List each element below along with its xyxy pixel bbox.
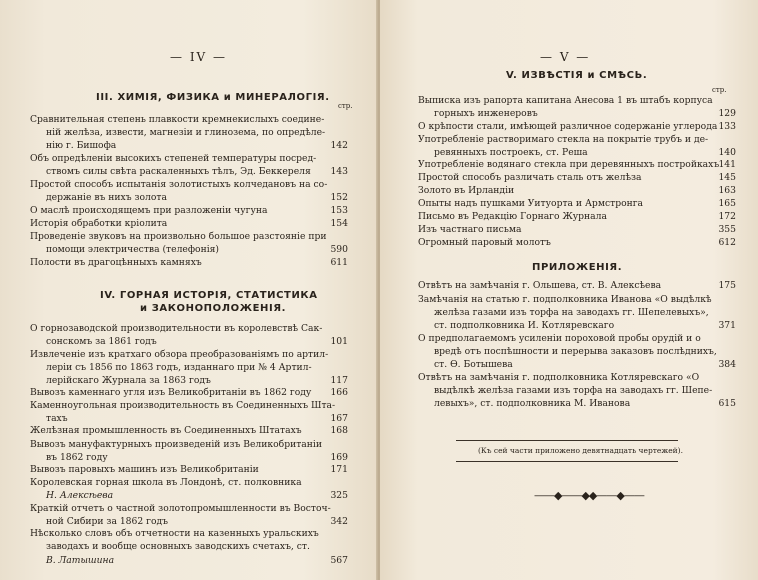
toc-entry xyxy=(418,293,736,332)
toc-entry-line: вредѣ отъ поспѣшности и перерыва заказовъ послѣднихъ, xyxy=(434,345,717,357)
toc-page-number: 152 xyxy=(330,191,348,203)
toc-entry-line: Выписка изъ рапорта капитана Анесова 1 въ штабъ корпуса xyxy=(418,95,713,106)
toc-page-number: 175 xyxy=(718,280,736,291)
toc-entry-line: Изъ частнаго письма xyxy=(418,224,522,236)
toc-page-number: 325 xyxy=(330,490,348,502)
toc-entry xyxy=(30,438,348,464)
toc-entry xyxy=(418,236,736,249)
toc-entry xyxy=(30,217,348,230)
toc-entry xyxy=(418,120,736,133)
toc-entry-line: Полости въ драгоцѣнныхъ камняхъ xyxy=(30,257,202,269)
toc-entry-line: выдѣлкѣ желѣза газами изъ торфа на заводахъ гг. Шепе- xyxy=(434,385,713,397)
toc-entry xyxy=(418,133,736,159)
toc-entry xyxy=(30,322,348,348)
toc-entry-line: ст. подполковника И. Котляревскаго xyxy=(434,319,615,331)
toc-entry xyxy=(418,332,736,371)
toc-entry-line: ревянныхъ построекъ, ст. Реша xyxy=(434,146,588,158)
toc-entry-line: Простой способъ различать сталь отъ желѣза xyxy=(418,172,642,184)
section-title-news: V. ИЗВѢСТІЯ и СМѢСЬ. xyxy=(506,70,648,81)
toc-page-number: 129 xyxy=(718,108,736,120)
toc-entry-line: О маслѣ происходящемъ при разложеніи чугуна xyxy=(30,204,268,216)
toc-page-number: 384 xyxy=(718,358,736,370)
toc-entry-line: Опыты надъ пушками Уитуорта и Армстронга xyxy=(418,198,644,210)
toc-entry-line: Огромный паровый молотъ xyxy=(418,237,551,249)
section-title-history-line1: IV. ГОРНАЯ ИСТОРІЯ, СТАТИСТИКА xyxy=(100,290,318,301)
toc-entry-line: ной Сибири за 1862 годъ xyxy=(46,515,168,527)
toc-page-number: 611 xyxy=(330,257,348,269)
toc-entry-line: ній желѣза, извести, магнезіи и глинозема, по опредѣле- xyxy=(46,127,326,139)
toc-entry-line: ствомъ силы свѣта раскаленныхъ тѣлъ, Эд. Беккереля xyxy=(46,165,311,177)
page-column-label-right: стр. xyxy=(712,86,727,94)
toc-entry-line: Н. Алексѣева xyxy=(46,490,114,502)
toc-entry xyxy=(30,113,348,152)
toc-entry-line: О горнозаводской производительности въ королевствѣ Сак- xyxy=(30,323,323,334)
toc-entry-line: Сравнительная степень плавкости кремнекислыхъ соедине- xyxy=(30,114,325,125)
toc-entry xyxy=(30,424,348,437)
toc-entry-line: въ 1862 году xyxy=(46,451,108,463)
toc-entry xyxy=(418,371,736,410)
toc-page-number: 615 xyxy=(718,398,736,410)
drawings-note: (Къ сей части приложено девятнадцать чертежей). xyxy=(478,446,683,455)
toc-entry-line: горныхъ инженеровъ xyxy=(434,108,538,120)
toc-page-number: 101 xyxy=(330,336,348,348)
toc-entry-line: Замѣчанія на статью г. подполковника Иванова «О выдѣлкѣ xyxy=(418,293,712,305)
toc-entry-line: Простой способъ испытанія золотистыхъ колчедановъ на со- xyxy=(30,178,328,190)
toc-entry xyxy=(30,152,348,178)
section-title-history-line2: и ЗАКОНОПОЛОЖЕНІЯ. xyxy=(140,303,287,314)
toc-page-number: 142 xyxy=(330,140,348,152)
toc-entry-line: Краткій отчетъ о частной золотопромышленности въ Восточ- xyxy=(30,502,331,514)
toc-page-number: 171 xyxy=(330,464,348,476)
toc-page-number: 612 xyxy=(718,237,736,249)
toc-entry-line: заводахъ и вообще основныхъ заводскихъ счетахъ, ст. xyxy=(46,541,310,553)
toc-entry xyxy=(418,158,736,171)
toc-page-number: 342 xyxy=(330,515,348,527)
toc-entry-line: желѣза газами изъ торфа на заводахъ гг. Шепелевыхъ», xyxy=(434,306,709,318)
toc-entry-line: сонскомъ за 1861 годъ xyxy=(46,336,157,348)
toc-entry xyxy=(418,171,736,184)
toc-entry xyxy=(418,197,736,210)
right-page-number: — V — xyxy=(540,50,591,64)
toc-page-number: 371 xyxy=(718,319,736,331)
toc-page-number: 167 xyxy=(330,412,348,424)
toc-page-number: 163 xyxy=(718,185,736,197)
toc-page-number: 141 xyxy=(718,159,736,171)
toc-entry xyxy=(418,94,736,120)
toc-entry xyxy=(30,256,348,269)
toc-page-number: 165 xyxy=(718,198,736,210)
toc-entry-line: нію г. Бишофа xyxy=(46,140,117,152)
toc-page-number: 567 xyxy=(330,554,348,566)
note-rule-top xyxy=(456,440,678,441)
toc-entry xyxy=(418,279,736,292)
toc-entry xyxy=(30,386,348,399)
toc-page-number: 590 xyxy=(330,244,348,256)
toc-entry-line: лерійскаго Журнала за 1863 годъ xyxy=(46,374,211,386)
toc-entry-line: Извлеченіе изъ кратхаго обзора преобразованіямъ по артил- xyxy=(30,348,329,360)
toc-entry xyxy=(418,184,736,197)
toc-entry-line: Исторія обработки кріолита xyxy=(30,218,168,229)
toc-entry-line: леріи съ 1856 по 1863 годъ, изданнаго при № 4 Артил- xyxy=(46,361,312,373)
toc-page-number: 143 xyxy=(330,165,348,177)
toc-entry-line: Употребленіе растворимаго стекла на покрытіе трубъ и де- xyxy=(418,133,709,145)
toc-entry-line: Объ опредѣленіи высокихъ степеней температуры посред- xyxy=(30,152,317,164)
toc-entry-line: Употребленіе водянаго стекла при деревянныхъ постройкахъ xyxy=(418,159,720,171)
left-page-number: — IV — xyxy=(170,50,228,64)
toc-page-number: 145 xyxy=(718,172,736,184)
toc-entry-line: Проведеніе звуковъ на произвольно большое разстояніе при xyxy=(30,231,327,243)
toc-page-number: 172 xyxy=(718,211,736,223)
toc-entry-line: О предполагаемомъ усиленіи пороховой пробы орудій и о xyxy=(418,332,701,344)
toc-entry-line: Вывозъ каменнаго угля изъ Великобританіи въ 1862 году xyxy=(30,386,312,398)
toc-entry-line: Нѣсколько словъ объ отчетности на казенныхъ уральскихъ xyxy=(30,528,319,540)
toc-entry-line: Королевская горная школа въ Лондонѣ, ст. полковника xyxy=(30,477,302,489)
toc-page-number: 140 xyxy=(718,146,736,158)
toc-entry xyxy=(30,463,348,476)
toc-entry-line: левыхъ», ст. подполковника М. Иванова xyxy=(434,398,631,410)
toc-page-number: 153 xyxy=(330,204,348,216)
toc-entry-line: помощи электричества (телефонія) xyxy=(46,244,220,256)
toc-entry xyxy=(30,476,348,502)
toc-entry-line: Отвѣтъ на замѣчанія г. Ольшева, ст. В. Алексѣева xyxy=(418,280,662,291)
toc-entry-line: ст. Ѳ. Ботышева xyxy=(434,358,513,370)
toc-entry xyxy=(418,223,736,236)
toc-entry xyxy=(30,348,348,387)
toc-entry-line: держаніе въ нихъ золота xyxy=(46,191,167,203)
toc-entry-line: Каменноугольная производительность въ Соединенныхъ Шта- xyxy=(30,399,336,411)
toc-page-number: 169 xyxy=(330,451,348,463)
toc-entry-line: Вывозъ паровыхъ машинъ изъ Великобританіи xyxy=(30,464,259,476)
toc-entry-line: В. Латышина xyxy=(46,554,115,566)
toc-entry xyxy=(30,230,348,256)
toc-entry-line: Отвѣтъ на замѣчанія г. подполковника Котляревскаго «О xyxy=(418,372,700,383)
toc-entry-line: тахъ xyxy=(46,412,68,424)
note-rule-bottom xyxy=(456,461,678,462)
toc-entry-line: Желѣзная промышленность въ Соединенныхъ Штатахъ xyxy=(30,425,302,437)
left-page xyxy=(0,0,378,580)
toc-entry xyxy=(30,178,348,204)
toc-entry-line: О крѣпости стали, имѣющей различное содержаніе углерода xyxy=(418,120,718,132)
toc-entry xyxy=(30,527,348,566)
toc-entry xyxy=(30,399,348,425)
toc-entry xyxy=(30,502,348,528)
section-title-chemistry: III. ХИМІЯ, ФИЗИКА и МИНЕРАЛОГІЯ. xyxy=(96,92,330,103)
toc-entry-line: Письмо въ Редакцію Горнаго Журнала xyxy=(418,211,607,223)
toc-entry-line: Вывозъ мануфактурныхъ произведеній изъ Великобританіи xyxy=(30,438,322,450)
right-page xyxy=(380,0,758,580)
ornament-divider: ——◆——◆◆——◆—— xyxy=(534,489,644,502)
toc-entry-line: Золото въ Ирландіи xyxy=(418,185,515,197)
toc-page-number: 133 xyxy=(718,120,736,132)
toc-entry xyxy=(30,204,348,217)
toc-page-number: 154 xyxy=(330,218,348,229)
toc-page-number: 355 xyxy=(718,224,736,236)
toc-page-number: 168 xyxy=(330,425,348,437)
toc-page-number: 166 xyxy=(330,386,348,398)
toc-page-number: 117 xyxy=(330,374,348,386)
toc-entry xyxy=(418,210,736,223)
page-column-label: стр. xyxy=(338,102,353,110)
section-title-appendices: ПРИЛОЖЕНІЯ. xyxy=(532,262,623,273)
